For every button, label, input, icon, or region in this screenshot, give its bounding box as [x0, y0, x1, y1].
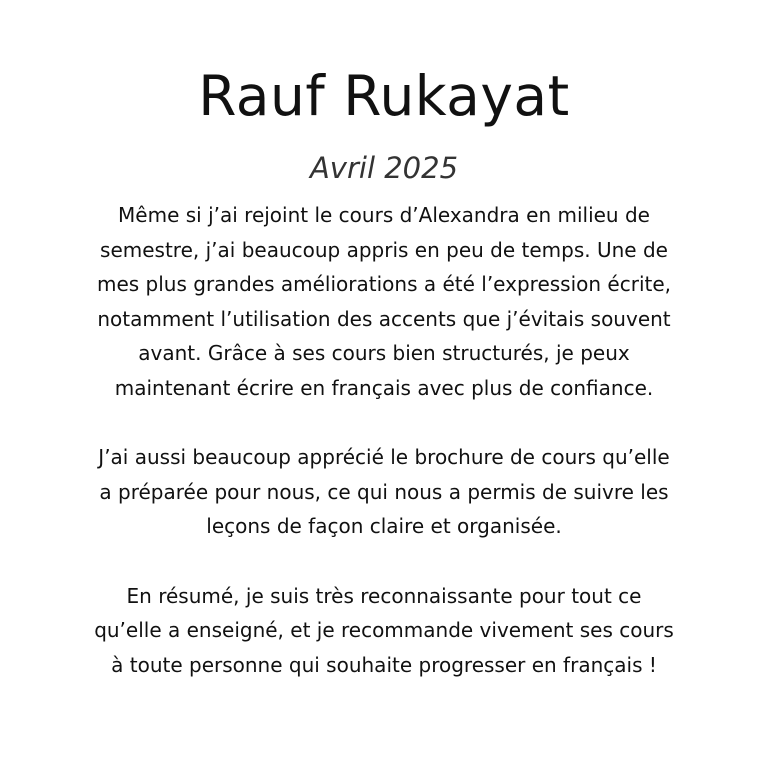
text-line: maintenant écrire en français avec plus de confiance.: [114, 375, 654, 400]
text-line: Même si j’ai rejoint le cours d’Alexandra en milieu de: [118, 203, 650, 227]
testimonial-paragraph: [48, 579, 720, 683]
text-line: notamment l’utilisation des accents que j’évitais souvent: [97, 306, 671, 331]
text-line: leçons de façon claire et organisée.: [206, 514, 562, 539]
testimonial-date: Avril 2025: [309, 151, 459, 185]
testimonial-paragraph: [48, 440, 720, 544]
testimonial-author-name: Rauf Rukayat: [198, 64, 570, 128]
text-line: a préparée pour nous, ce qui nous a permis de suivre les: [99, 479, 669, 504]
text-line: qu’elle a enseigné, et je recommande vivement ses cours: [94, 618, 674, 643]
testimonial-body: [48, 198, 720, 682]
text-line: semestre, j’ai beaucoup appris en peu de temps. Une de: [100, 237, 668, 262]
text-line: à toute personne qui souhaite progresser en français !: [111, 652, 657, 677]
text-line: J’ai aussi beaucoup apprécié le brochure de cours qu’elle: [98, 445, 670, 470]
text-line: En résumé, je suis très reconnaissante pour tout ce: [126, 583, 642, 608]
testimonial-paragraph: [48, 198, 720, 406]
text-line: mes plus grandes améliorations a été l’expression écrite,: [96, 272, 671, 297]
text-line: avant. Grâce à ses cours bien structurés, je peux: [138, 341, 630, 366]
